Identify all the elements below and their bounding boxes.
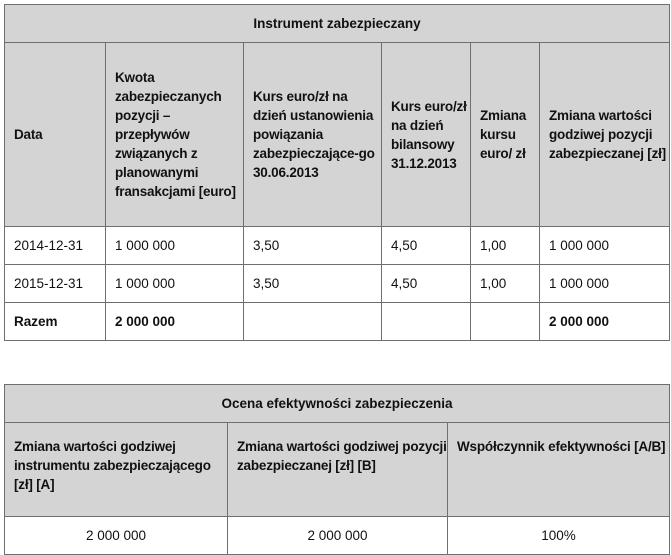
cell-date: 2014-12-31 — [5, 227, 106, 265]
cell-rate-designation: 3,50 — [244, 265, 382, 303]
cell-rate-change: 1,00 — [471, 265, 540, 303]
cell-effectiveness-ratio: 100% — [448, 517, 670, 555]
cell-rate-balance: 4,50 — [382, 227, 471, 265]
header-rate-at-designation: Kurs euro/zł na dzień ustanowienia powiązania zabezpieczające-go 30.06.2013 — [244, 43, 382, 227]
cell-amount: 1 000 000 — [106, 265, 244, 303]
effectiveness-table — [4, 384, 670, 555]
header-rate-change: Zmiana kursu euro/ zł — [471, 43, 540, 227]
header-fair-value-change: Zmiana wartości godziwej pozycji zabezpieczanej [zł] — [540, 43, 670, 227]
header-instrument-change: Zmiana wartości godziwej instrumentu zabezpieczającego [zł] [A] — [5, 423, 228, 517]
cell-total-amount: 2 000 000 — [106, 303, 244, 341]
header-rate-at-balance-date: Kurs euro/zł na dzień bilansowy 31.12.2013 — [382, 43, 471, 227]
cell-empty — [244, 303, 382, 341]
table-title: Ocena efektywności zabezpieczenia — [5, 385, 670, 423]
cell-fair-value-change: 1 000 000 — [540, 227, 670, 265]
cell-total-label: Razem — [5, 303, 106, 341]
table-row — [5, 517, 670, 555]
total-row — [5, 303, 670, 341]
header-effectiveness-ratio: Współczynnik efektywności [A/B] — [448, 423, 670, 517]
cell-total-fair-value-change: 2 000 000 — [540, 303, 670, 341]
header-date: Data — [5, 43, 106, 227]
hedged-instrument-table — [4, 4, 670, 341]
table-title: Instrument zabezpieczany — [5, 5, 670, 43]
cell-rate-change: 1,00 — [471, 227, 540, 265]
cell-rate-designation: 3,50 — [244, 227, 382, 265]
cell-amount: 1 000 000 — [106, 227, 244, 265]
table-row — [5, 265, 670, 303]
cell-fair-value-change: 1 000 000 — [540, 265, 670, 303]
cell-empty — [382, 303, 471, 341]
cell-empty — [471, 303, 540, 341]
table-row — [5, 227, 670, 265]
header-position-change: Zmiana wartości godziwej pozycji zabezpieczanej [zł] [B] — [228, 423, 448, 517]
cell-position-change: 2 000 000 — [228, 517, 448, 555]
cell-instrument-change: 2 000 000 — [5, 517, 228, 555]
cell-date: 2015-12-31 — [5, 265, 106, 303]
cell-rate-balance: 4,50 — [382, 265, 471, 303]
header-hedged-amount: Kwota zabezpieczanych pozycji – przepływów związanych z planowanymi fransakcjami [euro] — [106, 43, 244, 227]
